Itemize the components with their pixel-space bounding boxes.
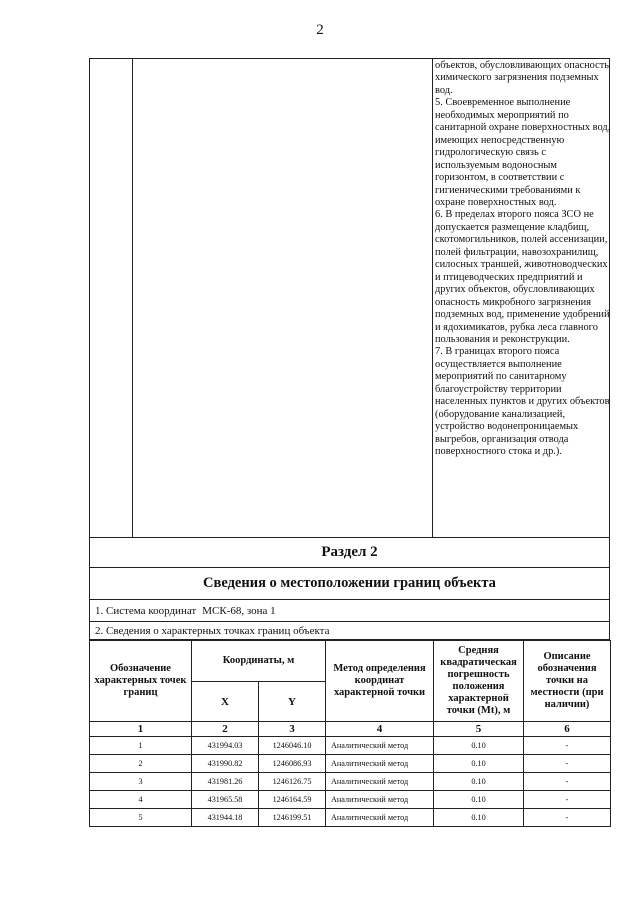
header-coordinates: Координаты, м [192,641,326,682]
description: - [524,809,611,827]
error: 0.10 [434,791,524,809]
coordinate-system-label: 1. Система координат [95,604,197,617]
table-row [90,755,611,773]
table-row [90,809,611,827]
coord-y: 1246126.75 [259,773,326,791]
coord-x: 431965.58 [192,791,259,809]
header-y: Y [259,682,326,722]
coord-x: 431981.26 [192,773,259,791]
table-row [90,791,611,809]
coord-y: 1246164.59 [259,791,326,809]
column-divider [132,59,133,537]
coord-y: 1246086.93 [259,755,326,773]
header-method: Метод определения координат характерной точки [326,641,434,722]
coord-y: 1246046.10 [259,737,326,755]
method: Аналитический метод [326,737,434,755]
description: - [524,737,611,755]
header-description: Описание обозначения точки на местности (при наличии) [524,641,611,722]
point-id: 1 [90,737,192,755]
method: Аналитический метод [326,809,434,827]
coord-x: 431944.18 [192,809,259,827]
point-id: 3 [90,773,192,791]
conditions-paragraph: объектов, обусловливающих опасность химического загрязнения подземных вод. 5. Своевременное выполнение необходимых мероприятий по санитарной охране поверхностных вод, имеющих непосредственную гидрологическую связь с используемым водоносным горизонтом, в соответствии с гигиеническими требованиями к охране поверхностных вод. 6. В пределах второго пояса ЗСО не допускается размещение кладбищ, скотомогильников, полей ассенизации, полей фильтрации, навозохранилищ, силосных траншей, животноводческих и птицеводческих предприятий и других объектов, обусловливающих опасность микробного загрязнения подземных вод, применение удобрений и ядохимикатов, рубка леса главного пользования и реконструкции. 7. В границах второго пояса осуществляется выполнение мероприятий по санитарному благоустройству территории населенных пунктов и других объектов (оборудование канализацией, устройство водонепроницаемых выгребов, организация отвода поверхностного стока и др.). [435,60,611,458]
coordinates-table [89,640,611,827]
coordinate-system-line [89,600,610,622]
column-divider [432,59,433,537]
column-number: 2 [192,722,259,737]
header-error: Средняя квадратическая погрешность положения характерной точки (Mt), м [434,641,524,722]
header-designation: Обозначение характерных точек границ [90,641,192,722]
table-row [90,773,611,791]
column-number: 4 [326,722,434,737]
column-number: 3 [259,722,326,737]
points-heading: 2. Сведения о характерных точках границ объекта [89,622,610,640]
description: - [524,773,611,791]
section-subtitle: Сведения о местоположении границ объекта [89,568,610,600]
column-number: 6 [524,722,611,737]
point-id: 2 [90,755,192,773]
conditions-text [435,60,611,459]
conditions-table [89,58,610,538]
column-number: 1 [90,722,192,737]
coord-x: 431994.03 [192,737,259,755]
point-id: 4 [90,791,192,809]
description: - [524,755,611,773]
error: 0.10 [434,755,524,773]
method: Аналитический метод [326,773,434,791]
coord-y: 1246199.51 [259,809,326,827]
error: 0.10 [434,737,524,755]
column-number: 5 [434,722,524,737]
description: - [524,791,611,809]
table-row [90,737,611,755]
header-x: X [192,682,259,722]
coord-x: 431990.82 [192,755,259,773]
method: Аналитический метод [326,755,434,773]
method: Аналитический метод [326,791,434,809]
section-title: Раздел 2 [89,538,610,568]
point-id: 5 [90,809,192,827]
coordinate-system-value: МСК-68, зона 1 [202,604,276,617]
error: 0.10 [434,773,524,791]
error: 0.10 [434,809,524,827]
page-number: 2 [316,22,324,38]
